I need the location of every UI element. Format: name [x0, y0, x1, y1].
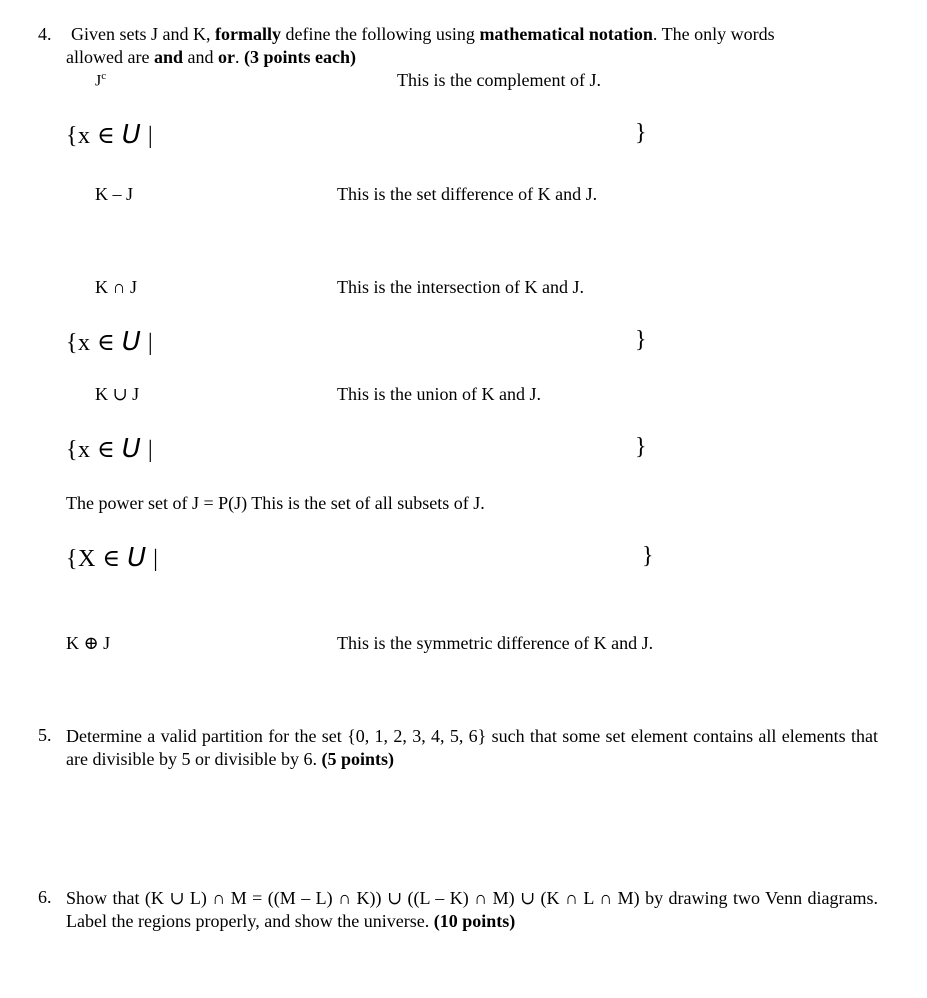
symdiff-desc: This is the symmetric difference of K and J.: [337, 633, 654, 653]
power-set-builder: {X ∈ U |: [66, 543, 159, 573]
universe-symbol: U: [121, 327, 142, 357]
union-desc: This is the union of K and J.: [337, 384, 541, 404]
complement-label: $J^c$: [95, 70, 107, 90]
q6-text: Show that (K ∪ L) ∩ M = ((M – L) ∩ K)) ∪ ((L – K) ∩ M) ∪ (K ∩ L ∩ M) by drawing two Venn diagrams. Label the regions properly, and show the universe. (10 points): [66, 888, 878, 931]
q4-line-2: allowed are and and or. (3 points each): [66, 47, 356, 67]
power-set-line: The power set of J = P(J) This is the set of all subsets of J.: [66, 493, 485, 513]
intersection-label: K ∩ J: [95, 277, 138, 297]
intersection-set-builder: {x ∈ U |: [66, 327, 154, 357]
difference-desc: This is the set difference of K and J.: [337, 184, 598, 204]
complement-desc: This is the complement of J.: [397, 70, 601, 90]
q4-line-1: Given sets J and K, formally define the following using mathematical notation. The only words: [71, 24, 775, 44]
union-label: K ∪ J: [95, 384, 140, 404]
q5-text: Determine a valid partition for the set {0, 1, 2, 3, 4, 5, 6} such that some set element contains all elements that are divisible by 5 or divisible by 6. (5 points): [66, 726, 878, 769]
union-set-builder: {x ∈ U |: [66, 434, 154, 464]
intersection-close-brace: }: [635, 327, 647, 353]
union-close-brace: }: [635, 434, 647, 460]
difference-label: K – J: [95, 184, 134, 204]
complement-close-brace: }: [635, 120, 647, 146]
universe-symbol: U: [121, 120, 142, 150]
universe-symbol: U: [127, 543, 147, 573]
q5-number: 5.: [38, 725, 52, 745]
complement-set-builder: {x ∈ U |: [66, 120, 154, 150]
universe-symbol: U: [121, 434, 142, 464]
intersection-desc: This is the intersection of K and J.: [337, 277, 584, 297]
symdiff-label: K ⊕ J: [66, 633, 111, 653]
q4-number: 4.: [38, 24, 52, 44]
power-set-close-brace: }: [642, 543, 654, 569]
q6-number: 6.: [38, 887, 52, 907]
